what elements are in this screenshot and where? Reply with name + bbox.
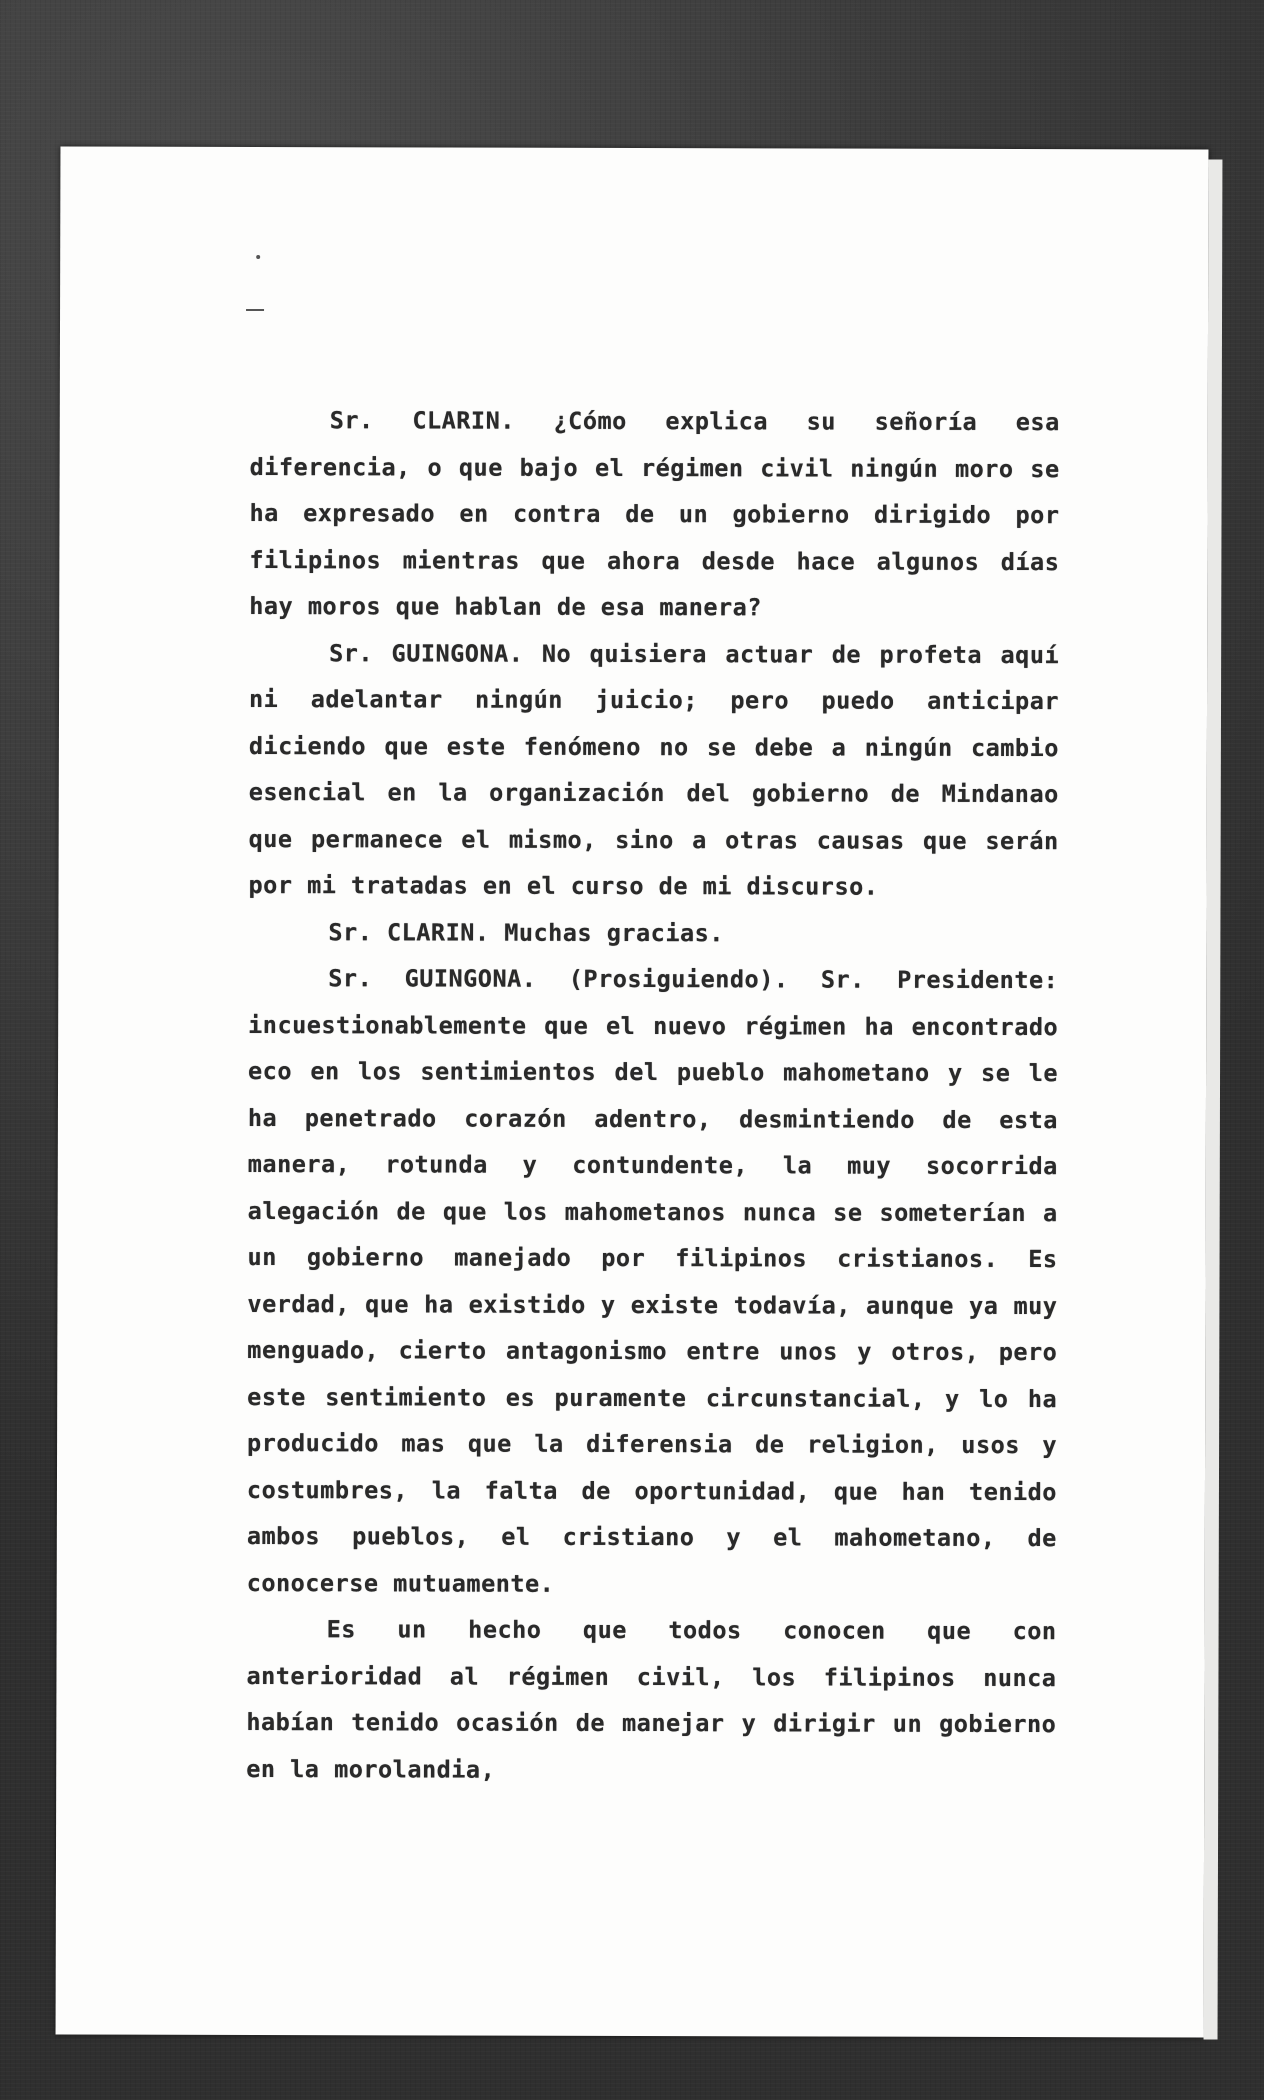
speck (256, 255, 260, 259)
paragraph-text: No quisiera actuar de profeta aquí ni adelantar ningún juicio; pero puedo anticipar diciendo que este fenómeno no se debe a ningún cambio esencial en la organización del gobierno de Mindanao que permanece el mismo, sino a otras causas que serán por mi tratadas en el curso de mi discurso. (248, 639, 1060, 901)
paragraph-text: ¿Cómo explica su señoría esa diferencia, o que bajo el régimen civil ningún moro se ha expresado en contra de un gobierno dirigido por filipinos mientras que ahora desde hace algunos días hay moros que hablan de esa manera? (249, 406, 1060, 622)
speck (246, 309, 264, 311)
speaker-label: Sr. GUINGONA. (328, 964, 537, 993)
paragraph-4 (247, 955, 1059, 1608)
paragraph-1 (249, 397, 1060, 632)
speaker-label: Sr. CLARIN. (328, 917, 490, 947)
speaker-label: Sr. CLARIN. (329, 406, 515, 435)
paragraph-text: (Prosiguiendo). Sr. Presidente: incuestionablemente que el nuevo régimen ha encontrado eco en los sentimientos del pueblo mahometano y se le ha penetrado corazón adentro, desmintiendo de esta manera, rotunda y contundente, la muy socorrida alegación de que los mahometanos nunca se someterían a un gobierno manejado por filipinos cristianos. Es verdad, que ha existido y existe todavía, aunque ya muy menguado, cierto antagonismo entre unos y otros, pero este sentimiento es puramente circunstancial, y lo ha producido mas que la diferensia de religion, usos y costumbres, la falta de oportunidad, que han tenido ambos pueblos, el cristiano y el mahometano, de conocerse mutuamente. (246, 964, 1059, 1598)
document-page (56, 147, 1209, 2038)
paragraph-5 (246, 1606, 1056, 1794)
paragraph-2 (248, 629, 1059, 910)
document-text (246, 397, 1060, 1794)
paragraph-3 (248, 908, 1058, 957)
speaker-label: Sr. GUINGONA. (329, 638, 524, 668)
paragraph-text: Es un hecho que todos conocen que con anterioridad al régimen civil, los filipinos nunca habían tenido ocasión de manejar y dirigir un gobierno en la morolandia, (246, 1615, 1057, 1784)
paragraph-text: Muchas gracias. (504, 918, 724, 947)
